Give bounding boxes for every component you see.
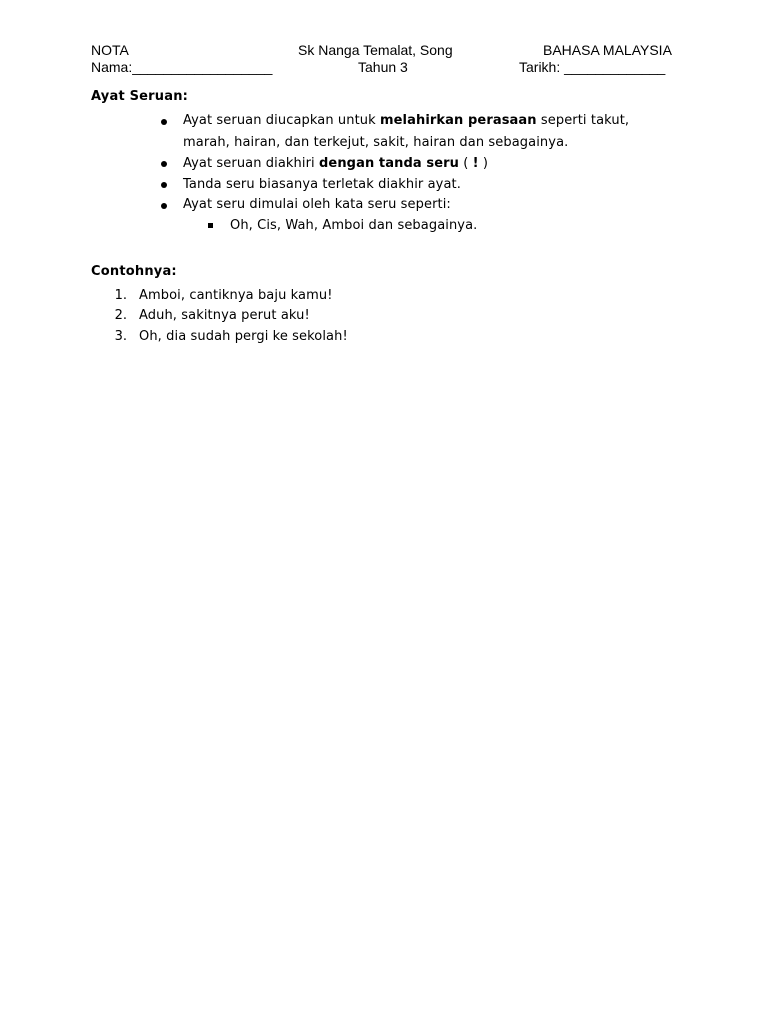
section-heading-contohnya: Contohnya: [91, 264, 177, 279]
section-heading-ayat-seruan: Ayat Seruan: [91, 89, 189, 104]
header-school: Sk Nanga Temalat, Song [298, 42, 453, 58]
bullet-icon [161, 161, 167, 167]
header-tarikh: Tarikh: _____________ [519, 59, 666, 75]
header-tahun: Tahun 3 [358, 59, 408, 75]
bullet-item-2 [183, 156, 488, 172]
header-nama: Nama:__________________ [91, 59, 273, 75]
bullet-1-text-b: seperti takut, [536, 113, 630, 128]
bullet-2-text-b: ( [459, 156, 473, 171]
header-subject: BAHASA MALAYSIA [543, 42, 672, 58]
bullet-2-text-a: Ayat seruan diakhiri [183, 156, 319, 171]
bullet-1-bold: melahirkan perasaan [379, 113, 537, 128]
bullet-icon [161, 203, 167, 209]
bullet-item-3: Tanda seru biasanya terletak diakhir ayat. [183, 177, 461, 192]
header-nota: NOTA [91, 42, 129, 58]
sub-bullet-item: Oh, Cis, Wah, Amboi dan sebagainya. [230, 218, 478, 233]
list-item: Amboi, cantiknya baju kamu! [139, 288, 333, 303]
bullet-item-1-line-2: marah, hairan, dan terkejut, sakit, hairan dan sebagainya. [183, 135, 569, 150]
bullet-item-4: Ayat seru dimulai oleh kata seru seperti: [183, 197, 451, 212]
list-number: 2. [114, 308, 127, 323]
bullet-item-1-line-1 [183, 113, 629, 129]
bullet-icon [161, 182, 167, 188]
list-number: 3. [114, 329, 127, 344]
bullet-2-text-c: ) [478, 156, 489, 171]
bullet-icon [161, 119, 167, 125]
square-bullet-icon [208, 223, 213, 228]
list-item: Aduh, sakitnya perut aku! [139, 308, 310, 323]
list-item: Oh, dia sudah pergi ke sekolah! [139, 329, 348, 344]
list-number: 1. [114, 288, 127, 303]
bullet-2-bold: dengan tanda seru [319, 156, 460, 171]
exclamation-mark: ! [472, 156, 479, 171]
bullet-1-text-a: Ayat seruan diucapkan untuk [183, 113, 380, 128]
